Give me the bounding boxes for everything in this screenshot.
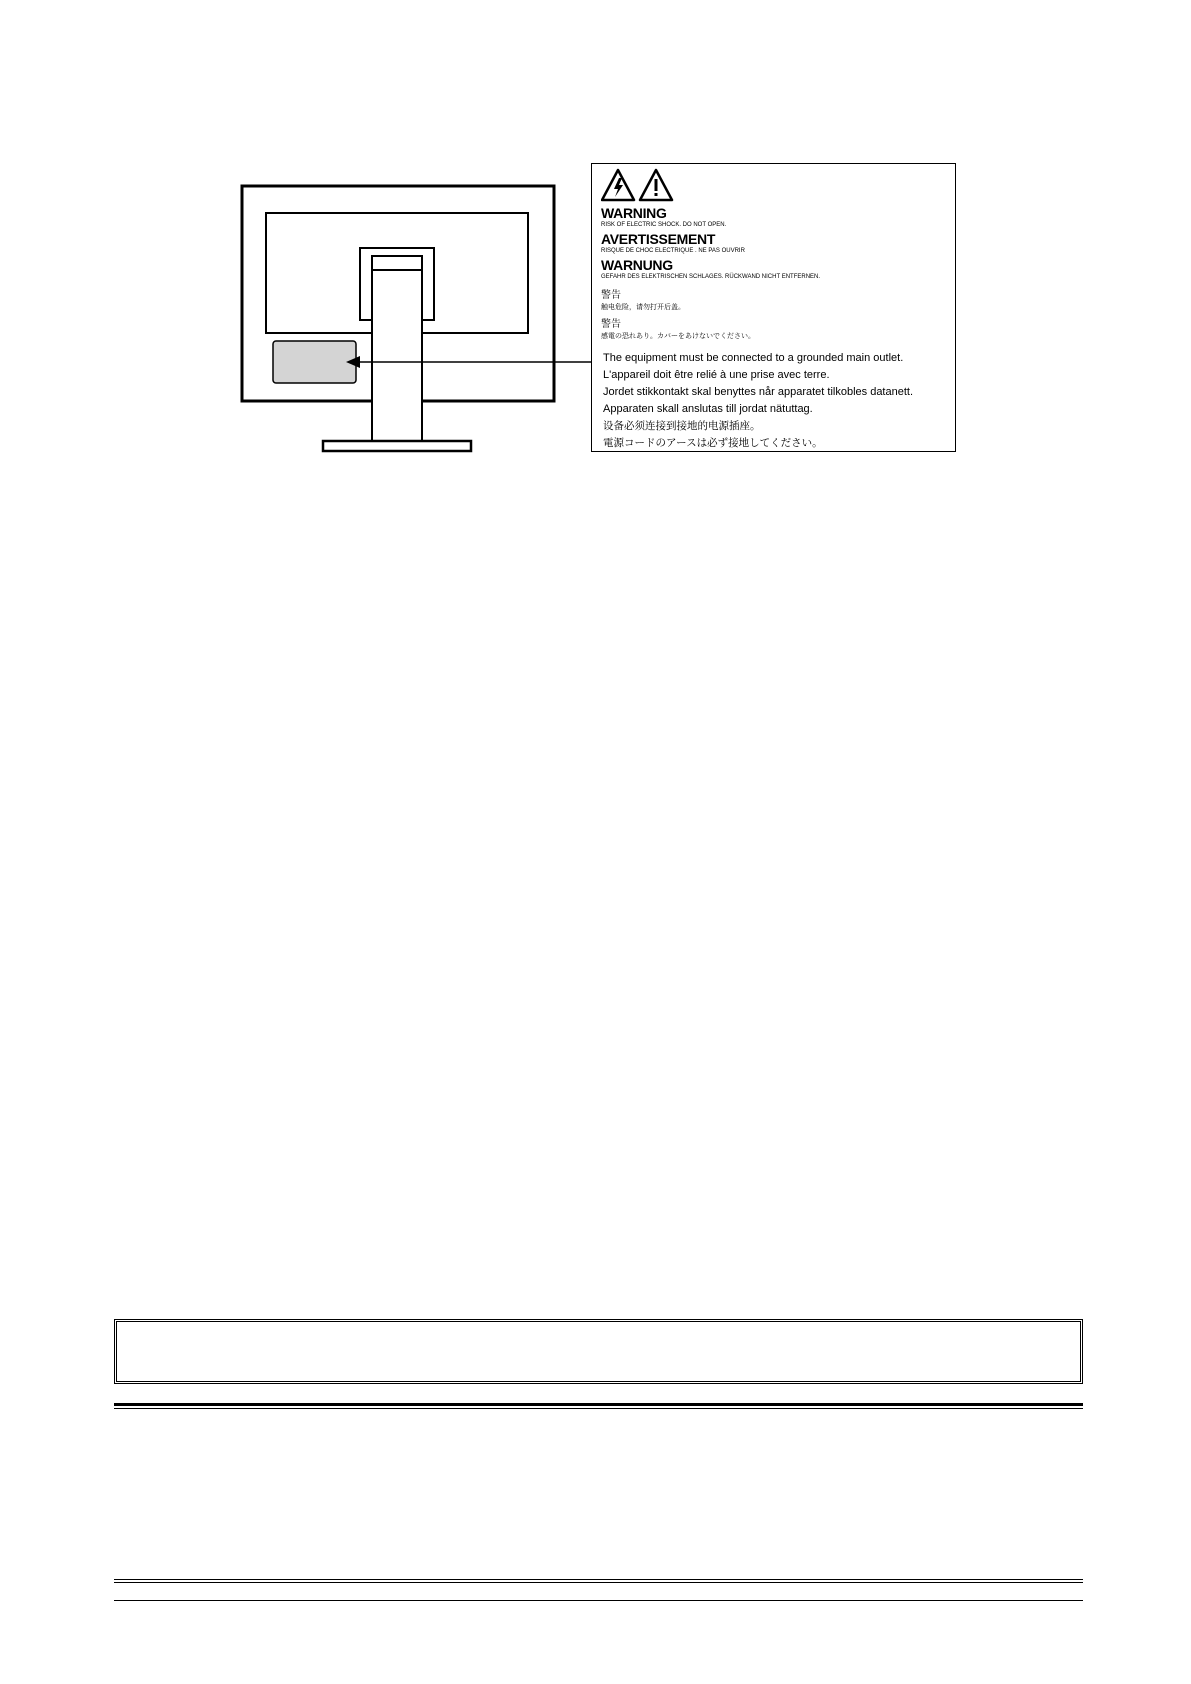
rating-label-location bbox=[273, 341, 356, 383]
section-rule-top-thin bbox=[114, 1408, 1083, 1409]
warning-icons bbox=[601, 167, 681, 207]
grounding-instructions bbox=[603, 350, 913, 452]
warning-heading-de: WARNUNG bbox=[601, 257, 673, 273]
grounding-text-no: Jordet stikkontakt skal benyttes når apparatet tilkobles datanett. bbox=[603, 386, 914, 398]
caution-warning-icon bbox=[640, 170, 672, 200]
warning-heading-en: WARNING bbox=[601, 205, 667, 221]
note-box bbox=[114, 1319, 1083, 1384]
section-rule-top-thick bbox=[114, 1403, 1083, 1406]
grounding-text-ja: 電源コードのアースは必ず接地してください。 bbox=[603, 437, 823, 449]
section-rule-bottom-thin bbox=[114, 1579, 1083, 1580]
grounding-text-en: The equipment must be connected to a grounded main outlet. bbox=[603, 352, 904, 364]
grounding-text-zh: 设备必须连接到接地的电源插座。 bbox=[603, 420, 761, 432]
section-rule-bottom-thin-2 bbox=[114, 1582, 1083, 1583]
grounding-text-sv: Apparaten skall anslutas till jordat nätuttag. bbox=[603, 403, 813, 415]
warning-heading-fr: AVERTISSEMENT bbox=[601, 231, 716, 247]
warning-text-fr: RISQUE DE CHOC ELECTRIQUE . NE PAS OUVRIR bbox=[601, 248, 745, 254]
footer-rule bbox=[114, 1600, 1083, 1601]
warning-text-en: RISK OF ELECTRIC SHOCK. DO NOT OPEN. bbox=[601, 222, 727, 228]
warning-heading-zh: 警告 bbox=[601, 290, 621, 301]
grounding-text-fr: L'appareil doit être relié à une prise avec terre. bbox=[603, 369, 830, 381]
warning-label-panel bbox=[591, 163, 956, 452]
warning-text-ja: 感電の恐れあり。カバーをあけないでください。 bbox=[601, 332, 755, 340]
warning-text-zh: 触电危险，请勿打开后盖。 bbox=[601, 303, 685, 311]
electric-shock-warning-icon bbox=[602, 170, 634, 200]
warning-heading-ja: 警告 bbox=[601, 319, 621, 330]
stand-neck bbox=[372, 256, 422, 442]
warning-text-de: GEFAHR DES ELEKTRISCHEN SCHLAGES. RÜCKWAND NICHT ENTFERNEN. bbox=[601, 274, 821, 280]
stand-base bbox=[323, 441, 471, 451]
